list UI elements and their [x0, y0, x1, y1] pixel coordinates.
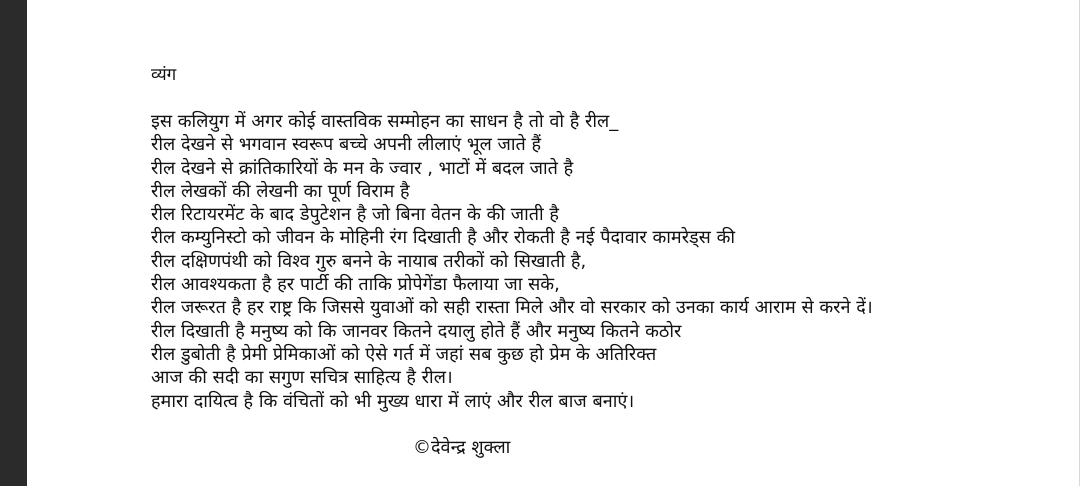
- poem-line: रील देखने से क्रांतिकारियों के मन के ज्वार , भाटों में बदल जाते है: [151, 157, 574, 179]
- poem-body: [151, 110, 873, 413]
- poem-line: रील डुबोती है प्रेमी प्रेमिकाओं को ऐसे गर्त में जहां सब कुछ हो प्रेम के अतिरिक्त: [151, 343, 657, 365]
- poem-line: रील आवश्यकता है हर पार्टी की ताकि प्रोपेगेंडा फैलाया जा सके,: [151, 274, 560, 296]
- poem-line: हमारा दायित्व है कि वंचितों को भी मुख्य धारा में लाएं और रील बाज बनाएं।: [151, 390, 635, 412]
- author-signature: ©देवेन्द्र शुक्ला: [413, 437, 511, 458]
- poem-line: रील लेखकों की लेखनी का पूर्ण विराम है: [151, 180, 410, 202]
- poem-line: रील कम्युनिस्टो को जीवन के मोहिनी रंग दिखाती है और रोकती है नई पैदावार कामरेड्स की: [151, 227, 736, 249]
- poem-line: आज की सदी का सगुण सचित्र साहित्य है रील।: [151, 367, 453, 389]
- poem-line: रील दक्षिणपंथी को विश्व गुरु बनने के नायाब तरीकों को सिखाती है,: [151, 250, 587, 272]
- poem-line: रील रिटायरमेंट के बाद डेपुटेशन है जो बिना वेतन के की जाती है: [151, 204, 559, 226]
- poem-line: रील जरूरत है हर राष्ट्र कि जिससे युवाओं को सही रास्ता मिले और वो सरकार को उनका कार्य आराम से करने दें।: [151, 297, 873, 319]
- document-page: [27, 0, 1079, 486]
- poem-line: रील दिखाती है मनुष्य को कि जानवर कितने दयालु होते हैं और मनुष्य कितने कठोर: [151, 320, 682, 342]
- document-heading: व्यंग: [151, 65, 177, 85]
- viewer-left-margin: [0, 0, 27, 486]
- poem-line: इस कलियुग में अगर कोई वास्तविक सम्मोहन का साधन है तो वो है रील_: [151, 111, 619, 132]
- poem-line: रील देखने से भगवान स्वरूप बच्चे अपनी लीलाएं भूल जाते हैं: [151, 134, 542, 156]
